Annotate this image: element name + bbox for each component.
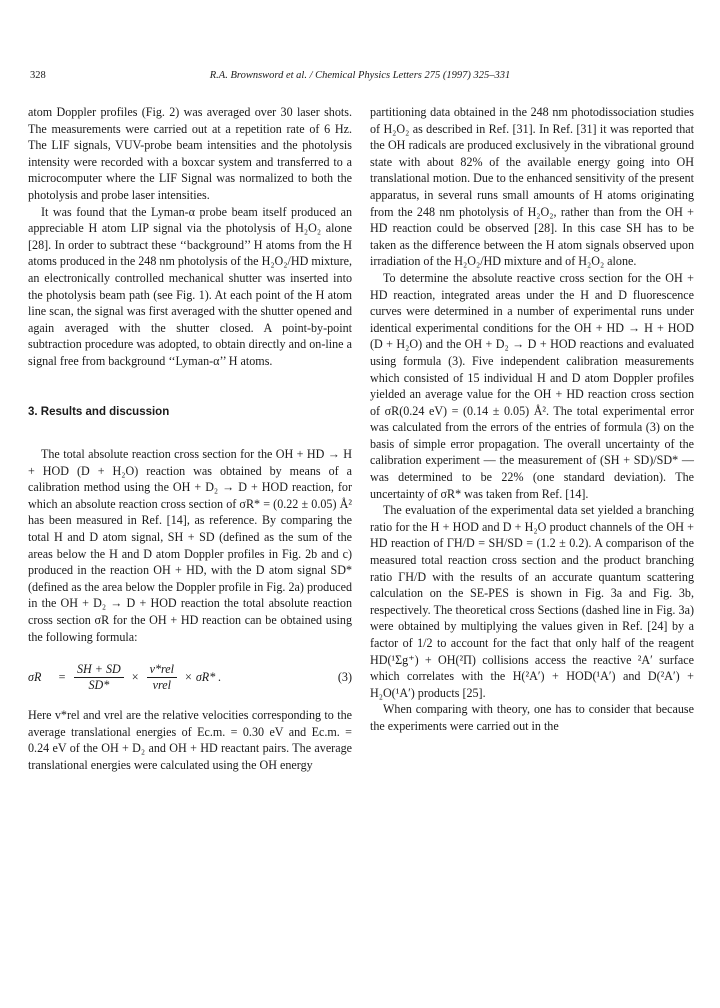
times-sign: ×	[185, 669, 192, 684]
fraction-denominator: SD*	[88, 677, 110, 692]
fraction-velocity	[147, 662, 177, 693]
running-title: R.A. Brownsword et al. / Chemical Physics Letters 275 (1997) 325–331	[209, 70, 511, 81]
paragraph: To determine the absolute reactive cross section for the OH + HD reaction, integrated areas under the H and D fluorescence curves were determined in a number of experimental runs under identical experimental conditions for the OH + HD → H + HOD (D + H₂O) and the OH + D₂ → D + HOD reactions and evaluated using formula (3). Five independent calibration measurements which consisted of 15 individual H and D atom Doppler profiles yielded an average value for the OH + HD reaction cross section of σR(0.24 eV) = (0.14 ± 0.05) Å². The total experimental error was calculated from the errors of the entries of formula (3) on the basis of simple error propagation. The overall uncertainty of the calibration experiment — the measurement of (SH + SD)/SD* — was determined to be 22% (one standard deviation). The uncertainty of σR* was taken from Ref. [14].	[370, 270, 694, 501]
equation-number: (3)	[337, 669, 352, 684]
fraction-signal	[74, 662, 124, 693]
right-column	[370, 104, 694, 735]
equation-3	[28, 657, 352, 697]
paragraph: The evaluation of the experimental data set yielded a branching ratio for the H + HOD and D + H₂O product channels of the OH + HD reaction of ΓH/D = SH/SD = (1.2 ± 0.2). A comparison of the measured total reaction cross section and the product branching ratio ΓH/D with the results of an accurate quantum scattering calculation on the SE-PES is shown in Fig. 3a and Fig. 3b, respectively. The theoretical cross Sections (dashed line in Fig. 3a) were obtained by multiplying the values given in Ref. [24] by a factor of 1/2 to account for the fact that only half of the reagent HD(¹Σg⁺) + OH(²Π) collisions access the reactive ²A′ surface which correlates with the H(²A′) + HOD(¹A′) and D(²A′) + H₂O(¹A′) products [25].	[370, 503, 694, 700]
formula-equals: =	[58, 669, 66, 684]
times-sign: ×	[131, 669, 139, 684]
fraction-numerator: v*rel	[147, 662, 177, 678]
formula-lhs: σR	[28, 669, 42, 684]
fraction-denominator: vrel	[152, 677, 171, 692]
fraction-numerator: SH + SD	[74, 662, 124, 678]
paragraph: atom Doppler profiles (Fig. 2) was averaged over 30 laser shots. The measurements were carried out at a repetition rate of 6 Hz. The LIF signals, VUV-probe beam intensities and the photolysis intensity were recorded with a boxcar system and transferred to a microcomputer where the LIF Signal was normalized to both the photolysis and probe laser intensities.	[28, 105, 352, 202]
formula-tail: σR* .	[195, 669, 222, 684]
paragraph: When comparing with theory, one has to consider that because the experiments were carried out in the	[370, 702, 694, 733]
page-header	[30, 70, 690, 86]
paragraph: The total absolute reaction cross section for the OH + HD → H + HOD (D + H₂O) reaction was obtained by means of a calibration method using the OH + D₂ → D + HOD reaction, for which an absolute reaction cross section of σR* = (0.22 ± 0.05) Å² has been measured in Ref. [14], as reference. By comparing the total H and D atom signal, SH + SD (defined as the sum of the areas below the H and D atom Doppler profiles in Fig. 2b and c) produced in the reaction OH + HD, with the D atom signal SD* (defined as the area below the Doppler profile in Fig. 2a) produced in the OH + D₂ → D + HOD reaction the total absolute reaction cross section σR for the OH + HD reaction can be obtained using the following formula:	[28, 447, 352, 644]
section-heading: 3. Results and discussion	[28, 405, 170, 418]
paragraph: It was found that the Lyman-α probe beam itself produced an appreciable H atom LIP signal via the photolysis of H₂O₂ alone [28]. In order to subtract these ‘‘background’’ H atoms from the H atoms produced in the 248 nm photolysis of the H₂O₂/HD mixture, an electronically controlled mechanical shutter was inserted into the photolysis beam path (see Fig. 1). At each point of the H atom line scan, the signal was first averaged with the shutter opened and again averaged with the shutter closed. A point-by-point subtraction procedure was adopted, to obtain directly and on-line a signal free from background ‘‘Lyman-α’’ H atoms.	[28, 204, 352, 368]
page-number: 328	[30, 70, 46, 81]
paragraph: Here v*rel and vrel are the relative velocities corresponding to the average translational energies of Ec.m. = 0.30 eV and Ec.m. = 0.24 eV of the OH + D₂ and OH + HD reactant pairs. The average translational energies were calculated using the OH energy	[28, 708, 352, 772]
paragraph: partitioning data obtained in the 248 nm photodissociation studies of H₂O₂ as described in Ref. [31]. In Ref. [31] it was reported that the OH radicals are produced exclusively in the vibrational ground state with about 82% of the available energy going into OH translational motion. Due to the enhanced sensitivity of the present apparatus, in several runs small amounts of H atoms originating from the 248 nm photolysis of H₂O₂, rather than from the OH + HD reaction could be observed [28]. In this case SH has to be taken as the difference between the H atom signals observed upon irradiation of the H₂O₂/HD mixture and of H₂O₂ alone.	[370, 105, 694, 269]
left-column	[28, 104, 352, 774]
